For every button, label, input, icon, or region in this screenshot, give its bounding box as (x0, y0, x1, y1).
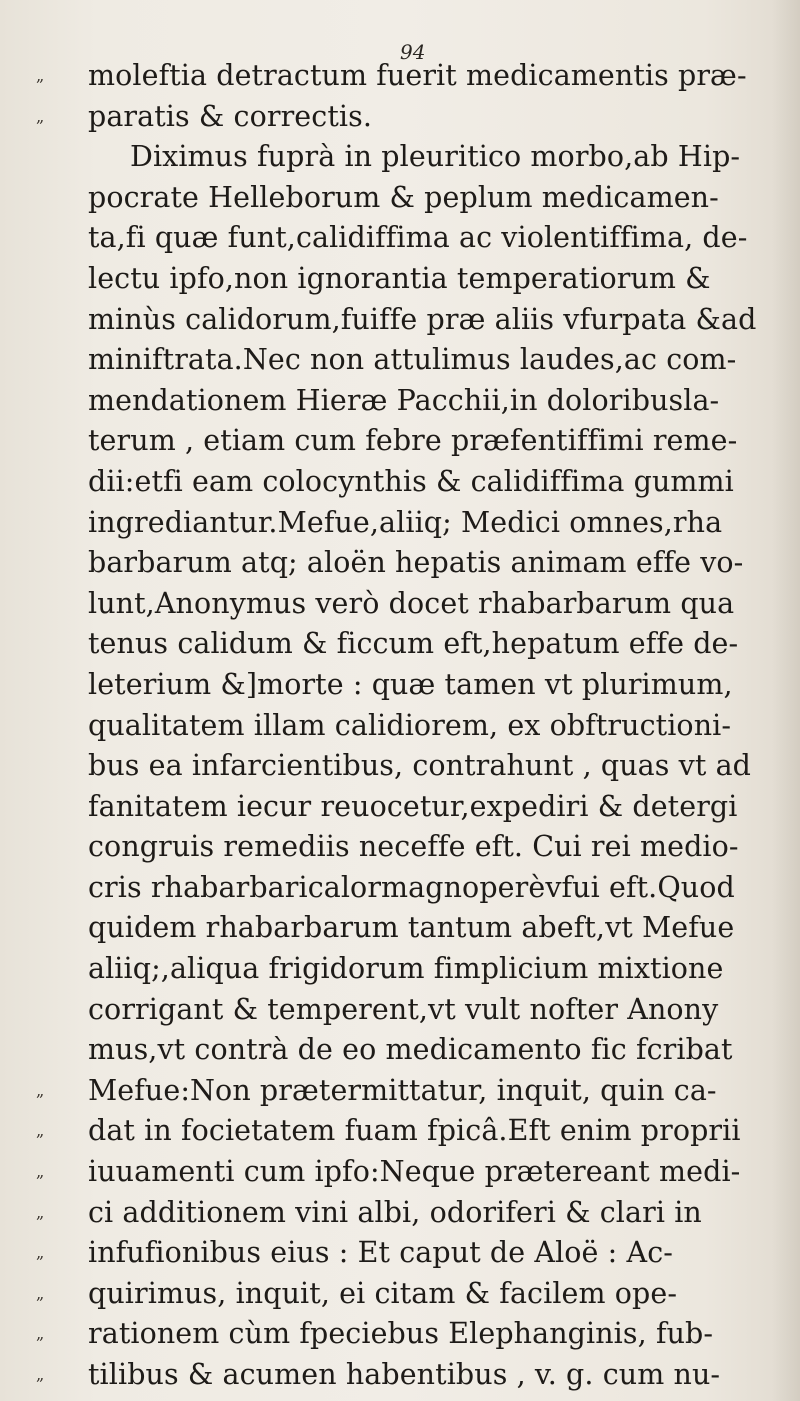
text-line (0, 421, 800, 462)
line-text: leterium &]morte : quæ tamen vt plurimum, (88, 667, 733, 701)
line-text: ci additionem vini albi, odoriferi & clari in (88, 1195, 702, 1229)
quotation-marker: „ (36, 1365, 45, 1384)
text-line (0, 706, 800, 747)
line-text: terum , etiam cum febre præfentiffimi reme- (88, 424, 738, 458)
text-line (0, 1152, 800, 1193)
quotation-marker: „ (36, 1162, 45, 1182)
text-line (0, 1314, 800, 1355)
line-text: corrigant & temperent,vt vult nofter Anony (88, 992, 719, 1026)
text-line (0, 868, 800, 909)
line-text: bus ea infarcientibus, contrahunt , quas vt ad (88, 749, 752, 783)
text-line (0, 1233, 800, 1274)
line-text: cris rhabarbaricalormagnoperèvfui eft.Quod (88, 870, 735, 904)
text-block (0, 56, 800, 1396)
quotation-marker: „ (36, 1243, 45, 1263)
text-line (0, 381, 800, 422)
line-text: fanitatem iecur reuocetur,expediri & detergi (88, 789, 738, 823)
line-text: tenus calidum & ficcum eft,hepatum effe de- (88, 627, 739, 661)
text-line (0, 1274, 800, 1315)
line-text: quidem rhabarbarum tantum abeft,vt Mefue (88, 911, 735, 945)
line-text: congruis remediis neceffe eft. Cui rei medio- (88, 830, 739, 864)
line-text: pocrate Helleborum & peplum medicamen- (88, 180, 719, 214)
line-text: Mefue:Non prætermittatur, inquit, quin ca- (88, 1073, 717, 1107)
line-text: ta,fi quæ funt,calidiffima ac violentiffima, de- (88, 221, 748, 255)
quotation-marker: „ (36, 1121, 45, 1141)
line-text: qualitatem illam calidiorem, ex obftructioni- (88, 708, 732, 742)
line-text: mus,vt contrà de eo medicamento fic fcribat (88, 1033, 733, 1067)
line-text: mendationem Hieræ Pacchii,in doloribusla- (88, 383, 720, 417)
quotation-marker: „ (36, 1283, 45, 1303)
line-text: rationem cùm fpeciebus Elephanginis, fub- (88, 1317, 714, 1351)
line-text: tilibus & acumen habentibus , v. g. cum nu- (88, 1358, 721, 1391)
text-line (0, 1071, 800, 1112)
quotation-marker: „ (36, 106, 45, 126)
text-line (0, 827, 800, 868)
text-line (0, 300, 800, 341)
text-line (0, 1030, 800, 1071)
line-text: miniftrata.Nec non attulimus laudes,ac com- (88, 343, 737, 377)
page-edge-shadow (772, 0, 800, 1401)
line-text: quirimus, inquit, ei citam & facilem ope- (88, 1276, 678, 1310)
page-number: 94 (400, 40, 426, 64)
line-text: minùs calidorum,fuiffe præ aliis vfurpata &ad (88, 302, 757, 336)
text-line (0, 259, 800, 300)
text-line (0, 56, 800, 97)
quotation-marker: „ (36, 66, 45, 85)
line-text: paratis & correctis. (88, 99, 372, 133)
line-text: moleftia detractum fuerit medicamentis præ- (88, 59, 747, 92)
text-line (0, 1355, 800, 1396)
text-line (0, 340, 800, 381)
line-text: aliiq;,aliqua frigidorum fimplicium mixtione (88, 952, 724, 986)
text-line (0, 990, 800, 1031)
text-line (0, 503, 800, 544)
line-text: ingrediantur.Mefue,aliiq; Medici omnes,rha (88, 505, 723, 539)
quotation-marker: „ (36, 1080, 45, 1100)
text-line (0, 665, 800, 706)
text-line (0, 543, 800, 584)
text-line (0, 178, 800, 219)
text-line (0, 908, 800, 949)
text-line (0, 624, 800, 665)
text-line (0, 218, 800, 259)
text-line (0, 787, 800, 828)
text-line (0, 137, 800, 178)
line-text: lectu ipfo,non ignorantia temperatiorum & (88, 261, 711, 295)
text-line (0, 97, 800, 138)
line-text: dii:etfi eam colocynthis & calidiffima gummi (88, 464, 734, 498)
text-line (0, 1111, 800, 1152)
line-text: barbarum atq; aloën hepatis animam effe vo- (88, 546, 744, 580)
text-line (0, 949, 800, 990)
line-text: lunt,Anonymus verò docet rhabarbarum qua (88, 586, 735, 620)
quotation-marker: „ (36, 1202, 45, 1222)
line-text: iuuamenti cum ipfo:Neque prætereant medi- (88, 1155, 741, 1189)
text-line (0, 584, 800, 625)
line-text: Diximus fuprà in pleuritico morbo,ab Hip- (130, 140, 741, 174)
text-line (0, 1193, 800, 1234)
line-text: dat in focietatem fuam fpicâ.Eft enim proprii (88, 1114, 741, 1148)
quotation-marker: „ (36, 1324, 45, 1344)
line-text: infufionibus eius : Et caput de Aloë : Ac- (88, 1236, 673, 1270)
text-line (0, 462, 800, 503)
text-line (0, 746, 800, 787)
